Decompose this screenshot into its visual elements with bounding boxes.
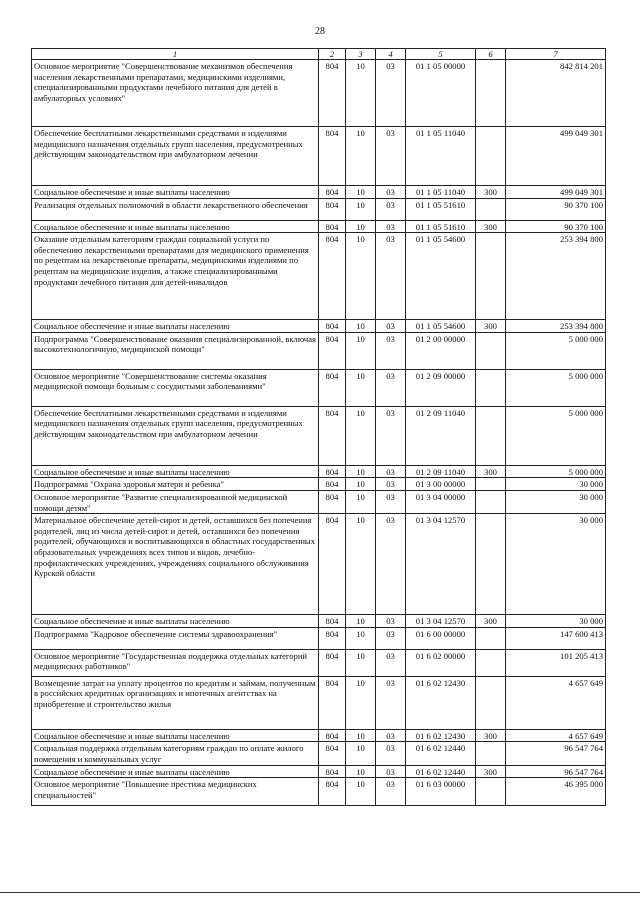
row-name-cell: Материальное обеспечение детей-сирот и детей, оставшихся без попечения родителей, лиц из числа детей-сирот и детей, оставшихся без попечения родителей, обучающихся и воспитывающихся в областных государственных образовательных учреждениях всех типов и видов, лечебно-профилактических учреждениях, учреждениях социального обслуживания Курской области: [32, 514, 319, 615]
target-article-cell: 01 6 02 12440: [406, 742, 476, 765]
subsection-code-cell: 03: [376, 406, 406, 465]
expense-type-cell: [476, 627, 506, 649]
ministry-code-cell: 804: [319, 627, 346, 649]
amount-cell: 499 049 301: [506, 186, 606, 199]
subsection-code-cell: 03: [376, 514, 406, 615]
table-header-row: [32, 49, 606, 60]
column-header: 7: [506, 49, 606, 60]
amount-cell: 842 814 201: [506, 60, 606, 127]
subsection-code-cell: 03: [376, 332, 406, 369]
ministry-code-cell: 804: [319, 649, 346, 676]
amount-cell: 253 394 800: [506, 233, 606, 320]
target-article-cell: 01 3 04 12570: [406, 514, 476, 615]
ministry-code-cell: 804: [319, 478, 346, 491]
section-code-cell: 10: [346, 369, 376, 406]
expense-type-cell: 300: [476, 220, 506, 233]
table-row: [32, 60, 606, 127]
table-row: [32, 615, 606, 628]
ministry-code-cell: 804: [319, 332, 346, 369]
subsection-code-cell: 03: [376, 186, 406, 199]
table-row: [32, 729, 606, 742]
page-number: 28: [315, 26, 325, 37]
subsection-code-cell: 03: [376, 742, 406, 765]
column-header: 3: [346, 49, 376, 60]
target-article-cell: 01 2 09 11040: [406, 465, 476, 478]
row-name-cell: Подпрограмма "Совершенствование оказания специализированной, включая высокотехнологичную, медицинской помощи": [32, 332, 319, 369]
amount-cell: 5 000 000: [506, 465, 606, 478]
subsection-code-cell: 03: [376, 127, 406, 186]
column-header: 4: [376, 49, 406, 60]
table-row: [32, 233, 606, 320]
target-article-cell: 01 3 00 00000: [406, 478, 476, 491]
table-row: [32, 198, 606, 220]
expense-type-cell: [476, 514, 506, 615]
amount-cell: 30 000: [506, 490, 606, 513]
column-header: 5: [406, 49, 476, 60]
subsection-code-cell: 03: [376, 60, 406, 127]
section-code-cell: 10: [346, 742, 376, 765]
expense-type-cell: [476, 490, 506, 513]
subsection-code-cell: 03: [376, 369, 406, 406]
row-name-cell: Подпрограмма "Охрана здоровья матери и ребенка": [32, 478, 319, 491]
subsection-code-cell: 03: [376, 765, 406, 778]
row-name-cell: Основное мероприятие "Повышение престижа медицинских специальностей": [32, 778, 319, 806]
ministry-code-cell: 804: [319, 369, 346, 406]
amount-cell: 147 600 413: [506, 627, 606, 649]
ministry-code-cell: 804: [319, 729, 346, 742]
row-name-cell: Социальная поддержка отдельным категориям граждан по оплате жилого помещения и коммунальных услуг: [32, 742, 319, 765]
table-row: [32, 465, 606, 478]
target-article-cell: 01 2 09 00000: [406, 369, 476, 406]
target-article-cell: 01 6 02 12430: [406, 676, 476, 729]
target-article-cell: 01 1 05 54600: [406, 320, 476, 333]
row-name-cell: Социальное обеспечение и иные выплаты населению: [32, 465, 319, 478]
target-article-cell: 01 2 09 11040: [406, 406, 476, 465]
subsection-code-cell: 03: [376, 778, 406, 806]
ministry-code-cell: 804: [319, 198, 346, 220]
amount-cell: 30 000: [506, 514, 606, 615]
row-name-cell: Основное мероприятие "Государственная поддержка отдельных категорий медицинских работников": [32, 649, 319, 676]
section-code-cell: 10: [346, 332, 376, 369]
row-name-cell: Обеспечение бесплатными лекарственными средствами и изделиями медицинского назначения отдельных групп населения, предусмотренных действующим законодательством при амбулаторном лечении: [32, 406, 319, 465]
table-row: [32, 627, 606, 649]
ministry-code-cell: 804: [319, 490, 346, 513]
expense-type-cell: [476, 742, 506, 765]
target-article-cell: 01 3 04 00000: [406, 490, 476, 513]
target-article-cell: 01 6 02 12430: [406, 729, 476, 742]
row-name-cell: Социальное обеспечение и иные выплаты населению: [32, 320, 319, 333]
amount-cell: 90 370 100: [506, 220, 606, 233]
table-row: [32, 220, 606, 233]
expense-type-cell: [476, 369, 506, 406]
row-name-cell: Социальное обеспечение и иные выплаты населению: [32, 729, 319, 742]
ministry-code-cell: 804: [319, 676, 346, 729]
table-body: [32, 60, 606, 806]
row-name-cell: Социальное обеспечение и иные выплаты населению: [32, 765, 319, 778]
expense-type-cell: 300: [476, 765, 506, 778]
table-row: [32, 478, 606, 491]
amount-cell: 96 547 764: [506, 742, 606, 765]
table-row: [32, 490, 606, 513]
section-code-cell: 10: [346, 676, 376, 729]
amount-cell: 4 657 649: [506, 729, 606, 742]
column-header: 2: [319, 49, 346, 60]
ministry-code-cell: 804: [319, 186, 346, 199]
subsection-code-cell: 03: [376, 627, 406, 649]
expense-type-cell: [476, 778, 506, 806]
amount-cell: 30 000: [506, 615, 606, 628]
expense-type-cell: [476, 406, 506, 465]
expense-type-cell: [476, 127, 506, 186]
ministry-code-cell: 804: [319, 514, 346, 615]
table-row: [32, 320, 606, 333]
expense-type-cell: 300: [476, 465, 506, 478]
ministry-code-cell: 804: [319, 406, 346, 465]
table-row: [32, 649, 606, 676]
row-name-cell: Реализация отдельных полномочий в области лекарственного обеспечения: [32, 198, 319, 220]
subsection-code-cell: 03: [376, 729, 406, 742]
ministry-code-cell: 804: [319, 778, 346, 806]
amount-cell: 5 000 000: [506, 406, 606, 465]
target-article-cell: 01 6 00 00000: [406, 627, 476, 649]
subsection-code-cell: 03: [376, 649, 406, 676]
table-row: [32, 742, 606, 765]
row-name-cell: Основное мероприятие "Развитие специализированной медицинской помощи детям": [32, 490, 319, 513]
section-code-cell: 10: [346, 627, 376, 649]
target-article-cell: 01 6 03 00000: [406, 778, 476, 806]
amount-cell: 5 000 000: [506, 369, 606, 406]
table-row: [32, 369, 606, 406]
target-article-cell: 01 1 05 00000: [406, 60, 476, 127]
section-code-cell: 10: [346, 198, 376, 220]
ministry-code-cell: 804: [319, 233, 346, 320]
section-code-cell: 10: [346, 490, 376, 513]
target-article-cell: 01 6 02 00000: [406, 649, 476, 676]
expense-type-cell: [476, 649, 506, 676]
amount-cell: 90 370 100: [506, 198, 606, 220]
amount-cell: 101 205 413: [506, 649, 606, 676]
section-code-cell: 10: [346, 649, 376, 676]
column-header: 1: [32, 49, 319, 60]
expense-type-cell: [476, 676, 506, 729]
amount-cell: 253 394 800: [506, 320, 606, 333]
target-article-cell: 01 6 02 12440: [406, 765, 476, 778]
ministry-code-cell: 804: [319, 60, 346, 127]
budget-table: [31, 48, 606, 806]
amount-cell: 46 395 000: [506, 778, 606, 806]
expense-type-cell: 300: [476, 320, 506, 333]
expense-type-cell: [476, 60, 506, 127]
table-row: [32, 765, 606, 778]
table-row: [32, 778, 606, 806]
subsection-code-cell: 03: [376, 490, 406, 513]
target-article-cell: 01 1 05 51610: [406, 220, 476, 233]
ministry-code-cell: 804: [319, 742, 346, 765]
section-code-cell: 10: [346, 60, 376, 127]
row-name-cell: Основное мероприятие "Совершенствование механизмов обеспечения населения лекарственными препаратами, медицинскими изделиями, специализированными продуктами лечебного питания для детей в амбулаторных условиях": [32, 60, 319, 127]
section-code-cell: 10: [346, 186, 376, 199]
table-row: [32, 676, 606, 729]
ministry-code-cell: 804: [319, 127, 346, 186]
row-name-cell: Основное мероприятие "Совершенствование системы оказания медицинской помощи больным с сосудистыми заболеваниями": [32, 369, 319, 406]
section-code-cell: 10: [346, 320, 376, 333]
amount-cell: 30 000: [506, 478, 606, 491]
section-code-cell: 10: [346, 220, 376, 233]
expense-type-cell: [476, 198, 506, 220]
section-code-cell: 10: [346, 127, 376, 186]
table-row: [32, 186, 606, 199]
expense-type-cell: [476, 233, 506, 320]
row-name-cell: Возмещение затрат на уплату процентов по кредитам и займам, полученным в российских кредитных организациях и ипотечных агентствах на приобретение и строительство жилья: [32, 676, 319, 729]
ministry-code-cell: 804: [319, 615, 346, 628]
target-article-cell: 01 2 00 00000: [406, 332, 476, 369]
section-code-cell: 10: [346, 478, 376, 491]
page-bottom-rule: [0, 892, 640, 893]
subsection-code-cell: 03: [376, 676, 406, 729]
expense-type-cell: 300: [476, 729, 506, 742]
subsection-code-cell: 03: [376, 478, 406, 491]
subsection-code-cell: 03: [376, 465, 406, 478]
expense-type-cell: [476, 478, 506, 491]
row-name-cell: Социальное обеспечение и иные выплаты населению: [32, 615, 319, 628]
target-article-cell: 01 3 04 12570: [406, 615, 476, 628]
expense-type-cell: 300: [476, 186, 506, 199]
subsection-code-cell: 03: [376, 615, 406, 628]
section-code-cell: 10: [346, 765, 376, 778]
table-row: [32, 406, 606, 465]
section-code-cell: 10: [346, 406, 376, 465]
section-code-cell: 10: [346, 465, 376, 478]
row-name-cell: Подпрограмма "Кадровое обеспечение системы здравоохранения": [32, 627, 319, 649]
subsection-code-cell: 03: [376, 233, 406, 320]
section-code-cell: 10: [346, 514, 376, 615]
column-header: 6: [476, 49, 506, 60]
target-article-cell: 01 1 05 11040: [406, 186, 476, 199]
ministry-code-cell: 804: [319, 220, 346, 233]
row-name-cell: Оказание отдельным категориям граждан социальной услуги по обеспечению лекарственными препаратами для медицинского применения по рецептам на лекарственные препараты, медицинскими изделиями по рецептам на медицинские изделия, а также специализированными продуктами лечебного питания для детей-инвалидов: [32, 233, 319, 320]
target-article-cell: 01 1 05 54600: [406, 233, 476, 320]
section-code-cell: 10: [346, 233, 376, 320]
expense-type-cell: 300: [476, 615, 506, 628]
row-name-cell: Социальное обеспечение и иные выплаты населению: [32, 220, 319, 233]
table-row: [32, 332, 606, 369]
ministry-code-cell: 804: [319, 765, 346, 778]
section-code-cell: 10: [346, 729, 376, 742]
row-name-cell: Социальное обеспечение и иные выплаты населению: [32, 186, 319, 199]
amount-cell: 5 000 000: [506, 332, 606, 369]
target-article-cell: 01 1 05 11040: [406, 127, 476, 186]
amount-cell: 4 657 649: [506, 676, 606, 729]
ministry-code-cell: 804: [319, 320, 346, 333]
expense-type-cell: [476, 332, 506, 369]
table-row: [32, 127, 606, 186]
section-code-cell: 10: [346, 778, 376, 806]
ministry-code-cell: 804: [319, 465, 346, 478]
subsection-code-cell: 03: [376, 198, 406, 220]
subsection-code-cell: 03: [376, 320, 406, 333]
table-row: [32, 514, 606, 615]
subsection-code-cell: 03: [376, 220, 406, 233]
amount-cell: 96 547 764: [506, 765, 606, 778]
row-name-cell: Обеспечение бесплатными лекарственными средствами и изделиями медицинского назначения отдельных групп населения, предусмотренных действующим законодательством при амбулаторном лечении: [32, 127, 319, 186]
target-article-cell: 01 1 05 51610: [406, 198, 476, 220]
amount-cell: 499 049 301: [506, 127, 606, 186]
section-code-cell: 10: [346, 615, 376, 628]
